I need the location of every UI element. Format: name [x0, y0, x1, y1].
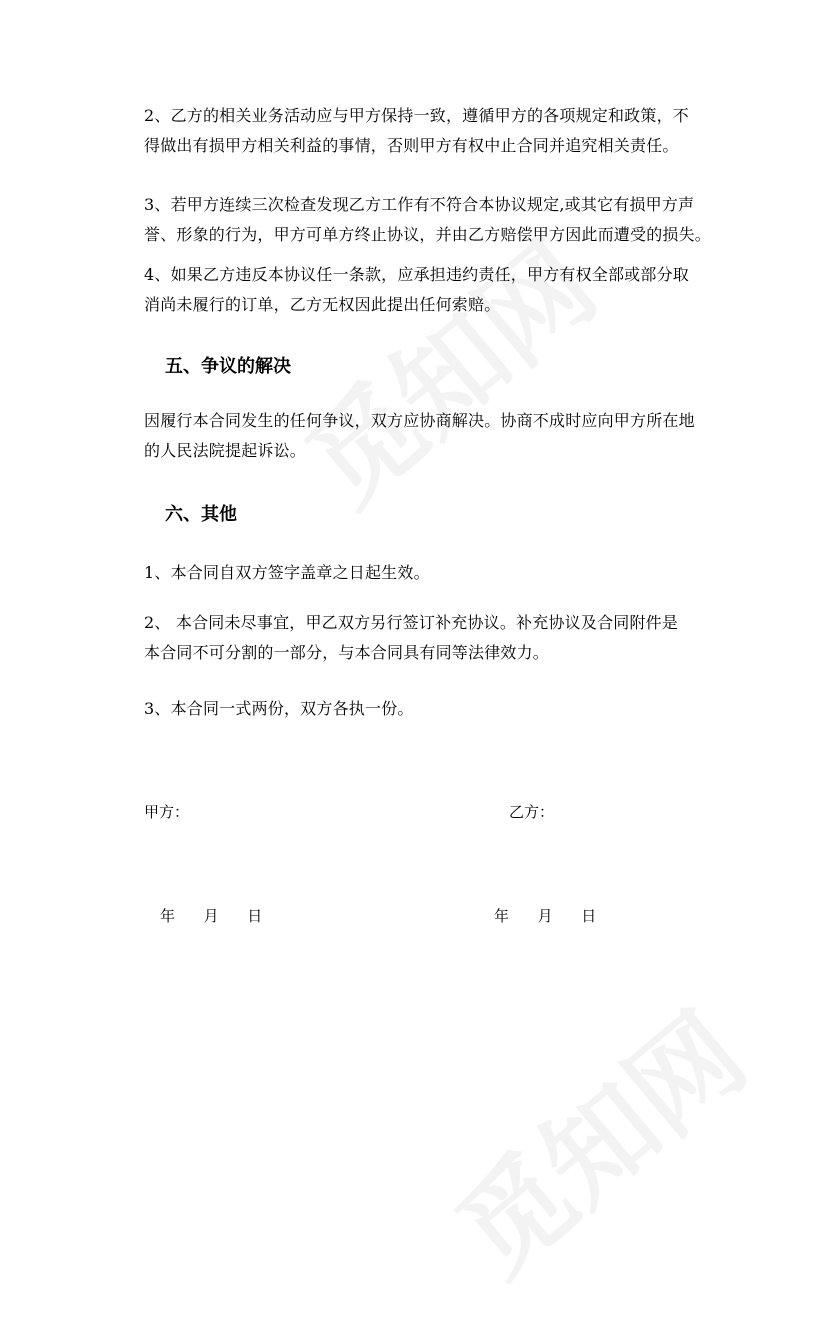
party-a-label: 甲方： — [144, 803, 190, 821]
section-6-item-2 — [144, 608, 710, 668]
clause-4-line-1: 4、如果乙方违反本协议任一条款，应承担违约责任，甲方有权全部或部分取 — [144, 265, 689, 284]
section-6-item-2-line-2: 本合同不可分割的一部分，与本合同具有同等法律效力。 — [144, 643, 550, 662]
clause-2-line-1: 2、乙方的相关业务活动应与甲方保持一致，遵循甲方的各项规定和政策，不 — [144, 106, 689, 125]
clause-2-line-2: 得做出有损甲方相关利益的事情，否则甲方有权中止合同并追究相关责任。 — [144, 136, 679, 155]
clause-3-line-2: 誉、形象的行为，甲方可单方终止协议，并由乙方赔偿甲方因此而遭受的损失。 — [144, 225, 712, 244]
clause-4-line-2: 消尚未履行的订单，乙方无权因此提出任何索赔。 — [144, 295, 501, 314]
section-6-item-1-text: 1、本合同自双方签字盖章之日起生效。 — [144, 563, 430, 582]
section-6-heading: 六、其他 — [165, 504, 237, 525]
section-6-item-2-line-1: 2、 本合同未尽事宜，甲乙双方另行签订补充协议。补充协议及合同附件是 — [144, 613, 679, 632]
clause-4 — [144, 260, 710, 320]
party-b-label: 乙方： — [509, 803, 555, 821]
party-a-date: 年 月 日 — [160, 907, 263, 925]
section-5-line-1: 因履行本合同发生的任何争议，双方应协商解决。协商不成时应向甲方所在地 — [144, 411, 695, 430]
section-5-heading: 五、争议的解决 — [165, 356, 291, 377]
watermark-bottom — [418, 1003, 761, 1336]
section-6-item-3-text: 3、本合同一式两份，双方各执一份。 — [144, 699, 414, 718]
party-b-date: 年 月 日 — [494, 907, 597, 925]
section-5-line-2: 的人民法院提起诉讼。 — [144, 441, 307, 460]
section-6-item-3 — [144, 694, 710, 724]
section-5-body — [144, 406, 710, 466]
clause-3-line-1: 3、若甲方连续三次检查发现乙方工作有不符合本协议规定,或其它有损甲方声 — [144, 195, 695, 214]
clause-3 — [144, 190, 710, 250]
clause-2 — [144, 101, 710, 161]
section-6-item-1 — [144, 558, 710, 588]
